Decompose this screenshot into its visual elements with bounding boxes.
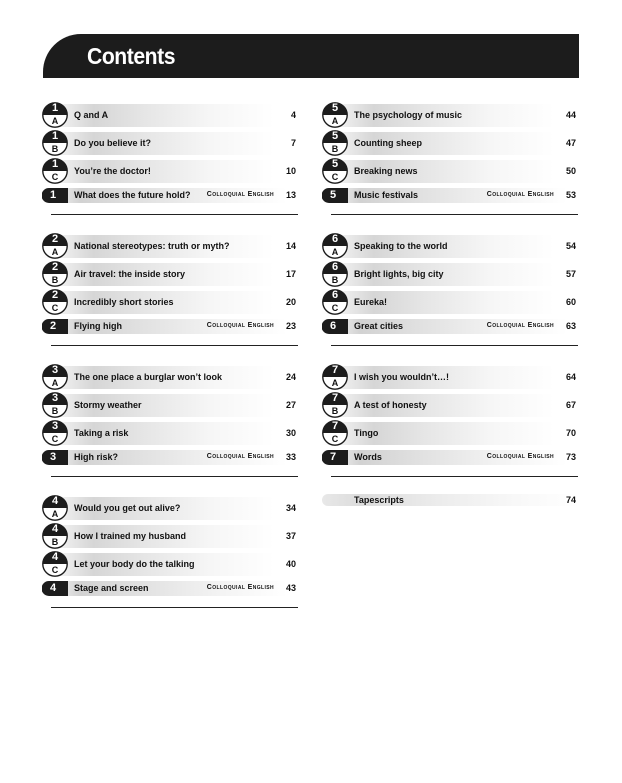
lesson-title: Stage and screen [74,583,149,593]
lesson-title: The one place a burglar won’t look [74,372,223,382]
unit-badge-icon [42,261,68,287]
lesson-page: 70 [565,428,576,438]
lesson-row[interactable] [42,523,300,551]
unit-number: 7 [331,420,339,432]
lesson-page: 60 [565,297,576,307]
lesson-page: 63 [565,321,576,331]
lesson-page: 23 [285,321,296,331]
lesson-letter: A [331,247,339,257]
lesson-row[interactable] [42,102,300,130]
section-divider [331,476,578,477]
unit-number: 3 [51,392,59,404]
unit-1-section [42,102,300,233]
unit-badge-icon [322,392,348,418]
lesson-page: 30 [285,428,296,438]
tapescripts-page: 74 [565,495,576,505]
tapescripts-entry[interactable] [322,494,580,508]
unit-tab-icon [322,319,348,334]
unit-number: 4 [51,495,59,507]
unit-number: 2 [51,233,59,245]
lesson-title: I wish you wouldn’t…! [354,372,449,382]
lesson-row[interactable] [42,364,300,392]
unit-badge-icon [42,158,68,184]
section-divider [51,214,298,215]
unit-tab-icon [42,319,68,334]
lesson-title: Great cities [354,321,404,331]
unit-number: 1 [51,130,59,142]
unit-number: 5 [331,158,339,170]
unit-badge-icon [322,420,348,446]
lesson-page: 27 [285,400,296,410]
contents-column-left [42,102,300,626]
lesson-page: 57 [565,269,576,279]
lesson-title: Bright lights, big city [354,269,444,279]
lesson-page: 4 [290,110,296,120]
unit-number: 4 [49,582,57,594]
unit-number: 3 [51,420,59,432]
lesson-title: National stereotypes: truth or myth? [74,241,230,251]
lesson-page: 54 [565,241,576,251]
lesson-row[interactable] [42,289,300,317]
unit-number: 1 [49,189,57,201]
lesson-title: Stormy weather [74,400,142,410]
section-divider [51,476,298,477]
lesson-letter: A [331,116,339,126]
lesson-title: Let your body do the talking [74,559,195,569]
lesson-row[interactable] [322,158,580,186]
lesson-row[interactable] [42,420,300,448]
lesson-row[interactable] [322,261,580,289]
unit-badge-icon [322,289,348,315]
lesson-letter: C [331,434,339,444]
lesson-title: Q and A [74,110,109,120]
lesson-letter: C [331,303,339,313]
lesson-page: 7 [290,138,296,148]
lesson-page: 34 [285,503,296,513]
lesson-row[interactable] [42,261,300,289]
unit-number: 4 [51,551,59,563]
unit-number: 3 [51,364,59,376]
unit-number: 4 [51,523,59,535]
unit-number: 6 [329,320,337,332]
unit-badge-icon [42,289,68,315]
lesson-row[interactable] [42,158,300,186]
lesson-row[interactable] [322,392,580,420]
section-divider [51,607,298,608]
unit-number: 3 [49,451,57,463]
lesson-title: You’re the doctor! [74,166,151,176]
lesson-page: 10 [285,166,296,176]
lesson-letter: B [331,144,339,154]
lesson-title: How I trained my husband [74,531,187,541]
lesson-title: Breaking news [354,166,418,176]
lesson-letter: B [331,275,339,285]
lesson-letter: B [331,406,339,416]
unit-number: 6 [331,261,339,273]
lesson-title: Counting sheep [354,138,422,148]
contents-column-right [322,102,580,495]
lesson-row[interactable] [42,581,300,598]
lesson-row[interactable] [42,319,300,336]
lesson-page: 24 [285,372,296,382]
lesson-title: High risk? [74,452,119,462]
tapescripts-title: Tapescripts [354,495,404,505]
unit-badge-icon [42,102,68,128]
lesson-page: 37 [285,531,296,541]
unit-tab-icon [322,450,348,465]
lesson-page: 73 [565,452,576,462]
lesson-page: 67 [565,400,576,410]
lesson-letter: C [331,172,339,182]
lesson-letter: A [51,378,59,388]
lesson-title: A test of honesty [354,400,427,410]
unit-badge-icon [322,130,348,156]
lesson-letter: A [51,509,59,519]
lesson-page: 47 [565,138,576,148]
unit-number: 5 [331,102,339,114]
lesson-row[interactable] [322,188,580,205]
lesson-page: 20 [285,297,296,307]
contents-header [43,34,579,78]
lesson-title: Would you get out alive? [74,503,181,513]
unit-5-section [322,102,580,233]
unit-number: 1 [51,102,59,114]
lesson-row[interactable] [322,420,580,448]
unit-number: 7 [331,392,339,404]
section-divider [51,345,298,346]
section-divider [331,345,578,346]
lesson-title: Incredibly short stories [74,297,174,307]
lesson-page: 17 [285,269,296,279]
colloquial-english-label: Colloquial English [486,453,554,460]
lesson-title: Taking a risk [74,428,129,438]
lesson-title: Eureka! [354,297,388,307]
unit-badge-icon [42,233,68,259]
unit-number: 7 [331,364,339,376]
lesson-title: Tingo [354,428,379,438]
unit-number: 5 [331,130,339,142]
lesson-page: 14 [285,241,296,251]
colloquial-english-label: Colloquial English [486,322,554,329]
lesson-page: 64 [565,372,576,382]
lesson-row[interactable] [42,495,300,523]
colloquial-english-label: Colloquial English [486,191,554,198]
colloquial-english-label: Colloquial English [206,453,274,460]
lesson-row[interactable] [322,364,580,392]
lesson-title: Air travel: the inside story [74,269,186,279]
unit-4-section [42,495,300,626]
lesson-row[interactable] [322,289,580,317]
section-divider [331,214,578,215]
colloquial-english-label: Colloquial English [206,584,274,591]
unit-badge-icon [322,233,348,259]
lesson-title: Speaking to the world [354,241,448,251]
lesson-row[interactable] [42,233,300,261]
lesson-title: Flying high [74,321,122,331]
lesson-row[interactable] [322,130,580,158]
lesson-row[interactable] [42,392,300,420]
lesson-page: 50 [565,166,576,176]
unit-badge-icon [42,420,68,446]
lesson-page: 13 [285,190,296,200]
unit-6-section [322,233,580,364]
lesson-letter: A [51,247,59,257]
unit-badge-icon [42,130,68,156]
lesson-row[interactable] [322,319,580,336]
unit-number: 2 [51,289,59,301]
lesson-letter: C [51,434,59,444]
lesson-letter: A [331,378,339,388]
lesson-letter: B [51,144,59,154]
unit-number: 2 [51,261,59,273]
unit-badge-icon [322,158,348,184]
unit-number: 7 [329,451,337,463]
lesson-row[interactable] [322,102,580,130]
unit-tab-icon [42,450,68,465]
lesson-page: 43 [285,583,296,593]
lesson-letter: B [51,275,59,285]
lesson-letter: B [51,406,59,416]
unit-badge-icon [322,364,348,390]
lesson-title: Music festivals [354,190,419,200]
unit-badge-icon [322,261,348,287]
unit-number: 2 [49,320,57,332]
lesson-letter: C [51,172,59,182]
unit-number: 5 [329,189,337,201]
unit-number: 1 [51,158,59,170]
lesson-title: Words [354,452,382,462]
unit-3-section [42,364,300,495]
unit-badge-icon [42,523,68,549]
unit-tab-icon [322,188,348,203]
lesson-row[interactable] [42,551,300,579]
lesson-letter: A [51,116,59,126]
lesson-letter: C [51,565,59,575]
unit-number: 6 [331,289,339,301]
unit-badge-icon [42,364,68,390]
colloquial-english-label: Colloquial English [206,322,274,329]
unit-number: 6 [331,233,339,245]
unit-badge-icon [42,551,68,577]
lesson-title: Do you believe it? [74,138,152,148]
lesson-row[interactable] [322,233,580,261]
unit-7-section [322,364,580,495]
lesson-row[interactable] [42,188,300,205]
page-title: Contents [87,43,176,69]
lesson-row[interactable] [42,450,300,467]
lesson-letter: C [51,303,59,313]
colloquial-english-label: Colloquial English [206,191,274,198]
lesson-page: 53 [565,190,576,200]
unit-badge-icon [42,392,68,418]
lesson-row[interactable] [322,450,580,467]
lesson-letter: B [51,537,59,547]
unit-tab-icon [42,188,68,203]
lesson-page: 40 [285,559,296,569]
unit-tab-icon [42,581,68,596]
unit-badge-icon [322,102,348,128]
unit-badge-icon [42,495,68,521]
lesson-page: 33 [285,452,296,462]
lesson-page: 44 [565,110,576,120]
lesson-row[interactable] [42,130,300,158]
lesson-title: The psychology of music [354,110,463,120]
lesson-title: What does the future hold? [74,190,191,200]
unit-2-section [42,233,300,364]
